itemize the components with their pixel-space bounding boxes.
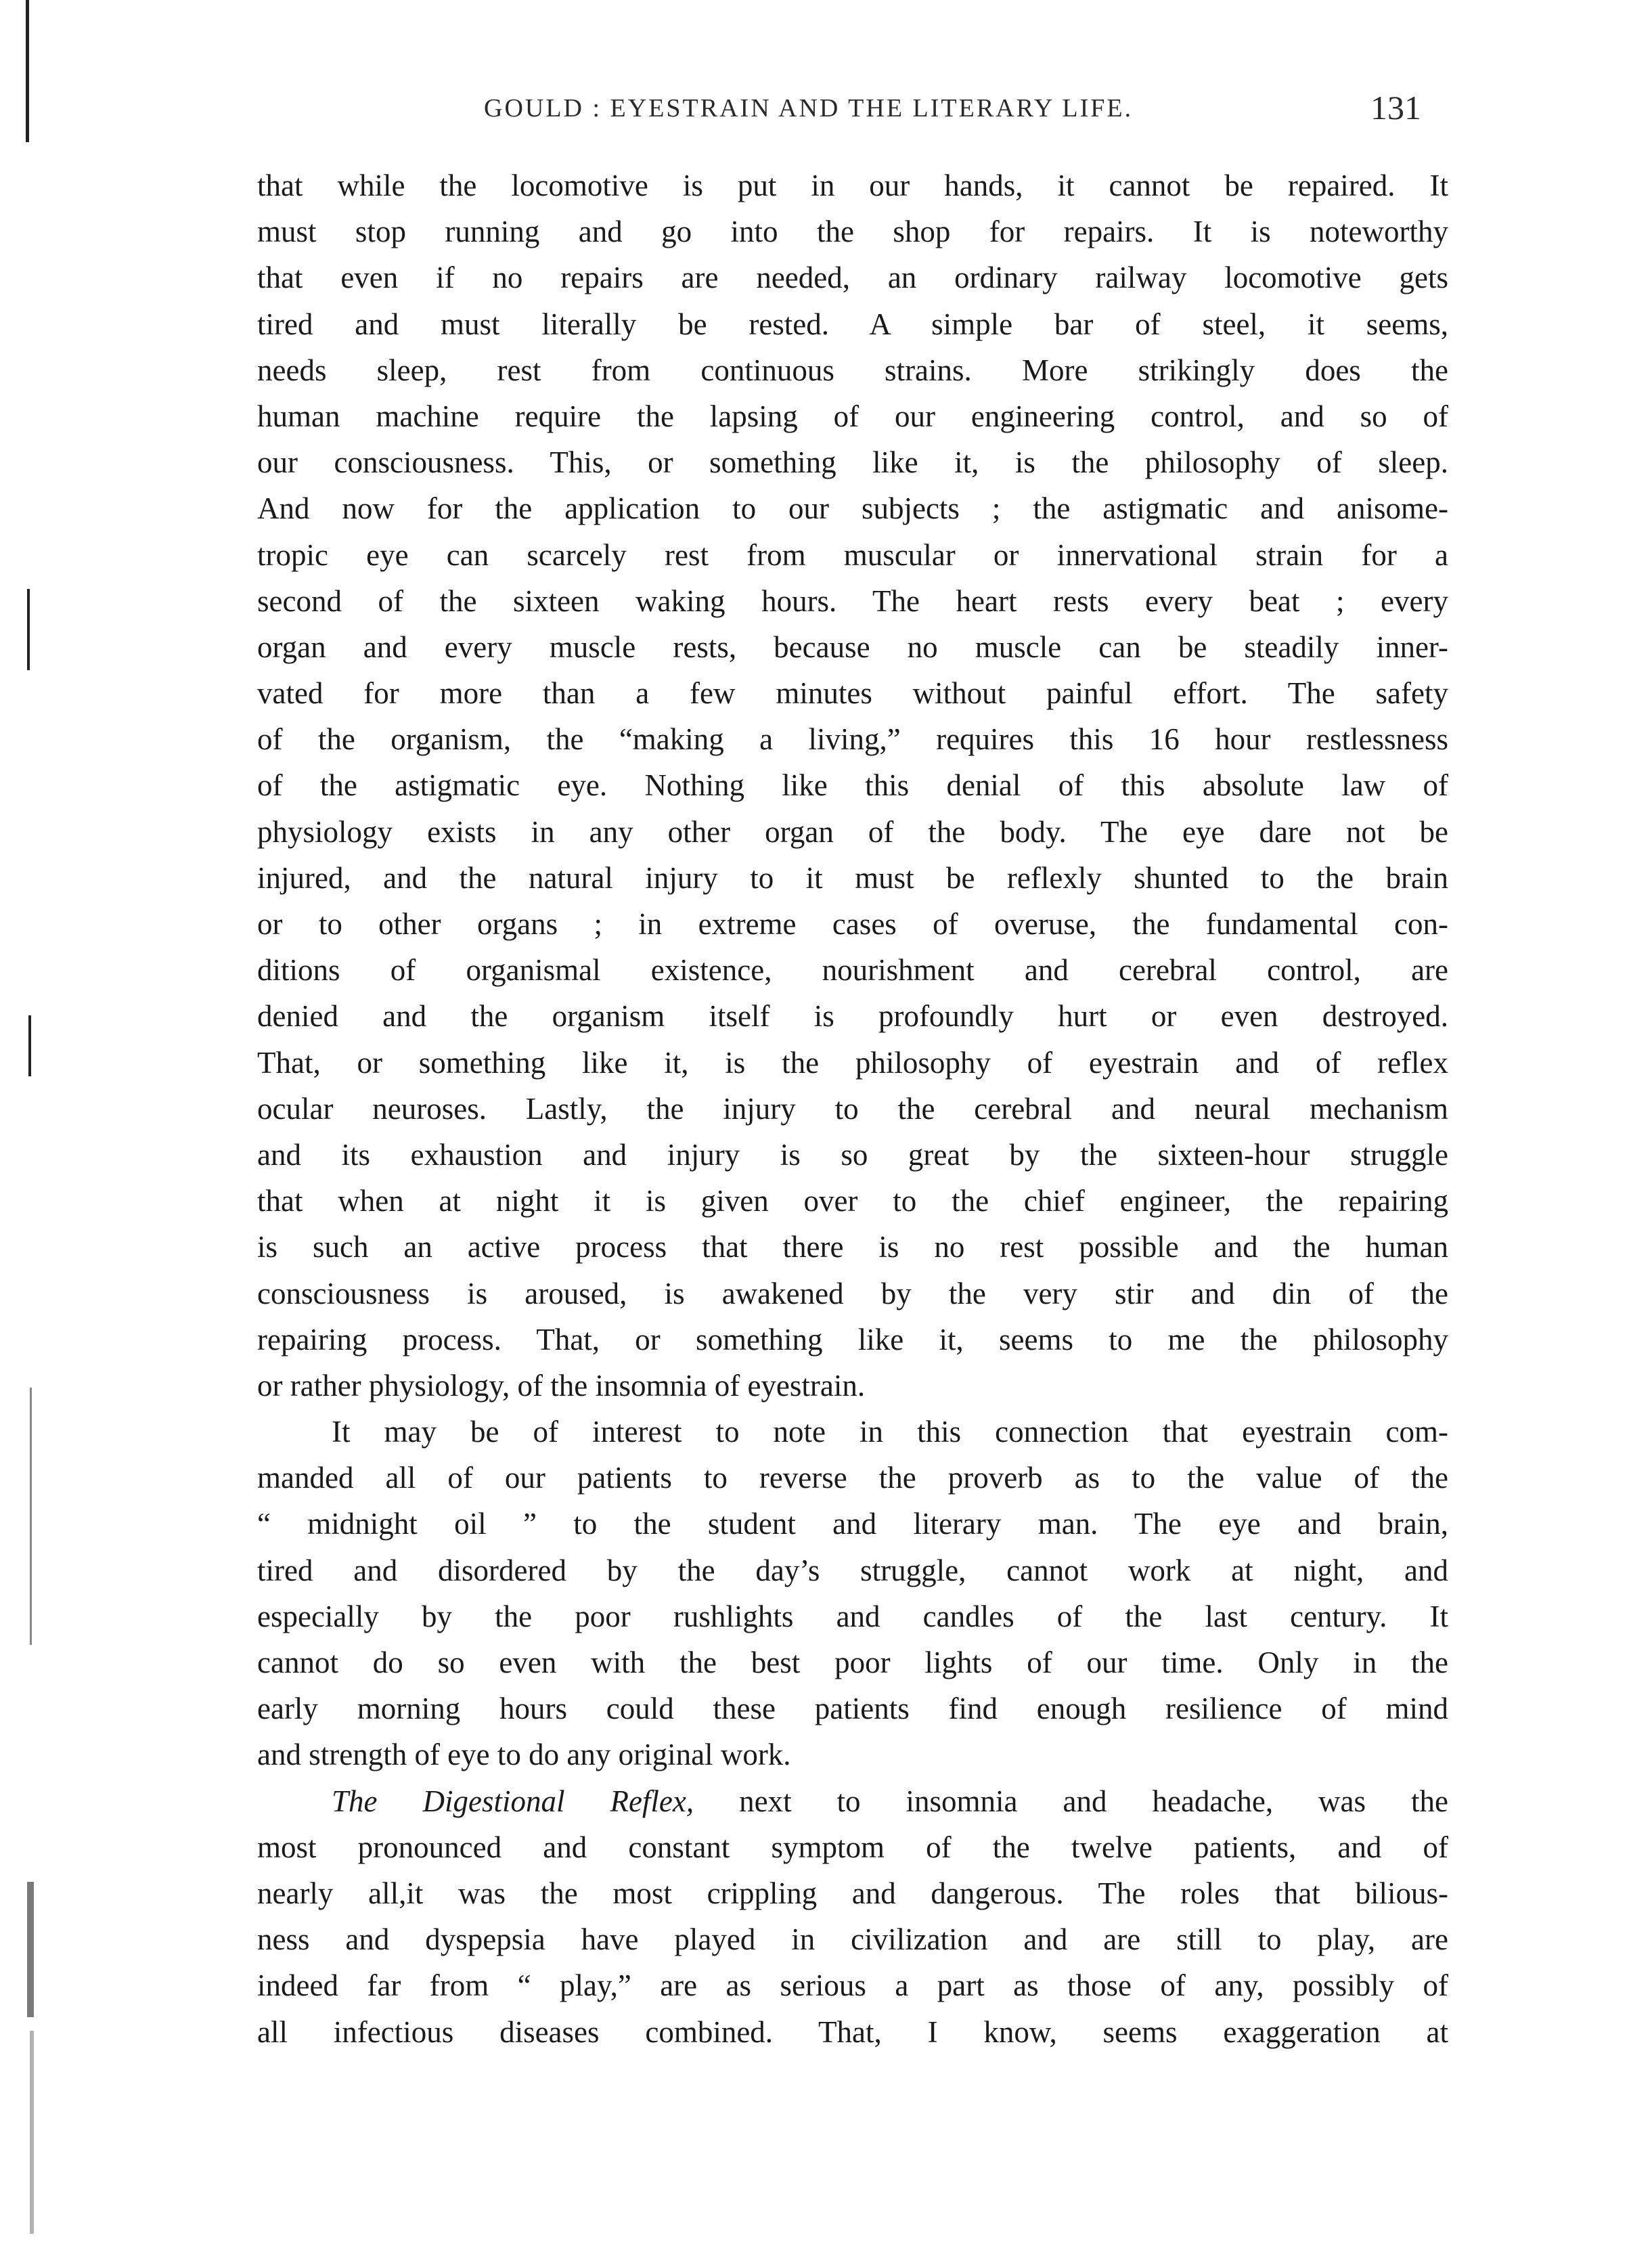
italic-section-heading: The Digestional Reflex, [332,1784,694,1818]
text-line: vated for more than a few minutes without painful effort. The safety [257,676,1448,711]
text-line: nearly all,it was the most crippling and dangerous. The roles that bilious- [257,1876,1448,1910]
scan-edge-mark [27,589,30,670]
scan-edge-mark [28,1015,31,1076]
text-line: and its exhaustion and injury is so great by the sixteen-hour struggle [257,1137,1448,1172]
text-line: manded all of our patients to reverse the proverb as to the value of the [257,1461,1448,1495]
text-line: needs sleep, rest from continuous strains. More strikingly does the [257,353,1448,387]
text-line: must stop running and go into the shop for repairs. It is noteworthy [257,215,1448,249]
text-line: second of the sixteen waking hours. The heart rests every beat ; every [257,583,1448,618]
text-line: tired and disordered by the day’s struggle, cannot work at night, and [257,1553,1448,1587]
page-header [257,88,1448,142]
paragraph-1 [257,162,1448,1409]
text-line: That, or something like it, is the philosophy of eyestrain and of reflex [257,1045,1448,1080]
text-line: our consciousness. This, or something like it, is the philosophy of sleep. [257,445,1448,480]
running-head: GOULD : EYESTRAIN AND THE LITERARY LIFE. [484,94,1134,123]
text-line: or rather physiology, of the insomnia of eyestrain. [257,1368,866,1403]
text-line: ditions of organismal existence, nourishment and cerebral control, are [257,953,1448,988]
paragraph-2 [257,1409,1448,1778]
text-line: injured, and the natural injury to it must be reflexly shunted to the brain [257,860,1448,895]
text-line: is such an active process that there is no rest possible and the human [257,1230,1448,1264]
text-line: physiology exists in any other organ of the body. The eye dare not be [257,814,1448,849]
text-line: and strength of eye to do any original work. [257,1738,791,1772]
text-line: indeed far from “ play,” are as serious a part as those of any, possibly of [257,1968,1448,2003]
text-line: or to other organs ; in extreme cases of overuse, the fundamental con- [257,907,1448,941]
text-line: that while the locomotive is put in our hands, it cannot be repaired. It [257,169,1448,202]
text-line: all infectious diseases combined. That, I know, seems exaggeration at [257,2014,1448,2049]
text-line-with-italic-heading [257,1778,1448,1824]
text-line: that even if no repairs are needed, an ordinary railway locomotive gets [257,261,1448,295]
text-line: ness and dyspepsia have played in civilization and are still to play, are [257,1922,1448,1957]
text-line: “ midnight oil ” to the student and literary man. The eye and brain, [257,1507,1448,1541]
text-line: tired and must literally be rested. A simple bar of steel, it seems, [257,307,1448,341]
body-text [257,162,1448,2055]
text-line: organ and every muscle rests, because no muscle can be steadily inner- [257,630,1448,664]
text-line: that when at night it is given over to the chief engineer, the repairing [257,1184,1448,1218]
text-line: repairing process. That, or something like it, seems to me the philosophy [257,1322,1448,1357]
text-line: It may be of interest to note in this connection that eyestrain com- [332,1415,1448,1449]
text-line: most pronounced and constant symptom of the twelve patients, and of [257,1830,1448,1864]
text-line: And now for the application to our subjects ; the astigmatic and anisome- [257,491,1448,526]
text-line: human machine require the lapsing of our engineering control, and so of [257,399,1448,433]
text-line: denied and the organism itself is profoundly hurt or even destroyed. [257,999,1448,1034]
page-number: 131 [1370,89,1421,127]
text-line: ocular neuroses. Lastly, the injury to the cerebral and neural mechanism [257,1091,1448,1126]
scan-edge-mark [27,1882,34,2017]
scan-edge-mark [26,0,29,142]
text-line: cannot do so even with the best poor lights of our time. Only in the [257,1646,1448,1679]
text-line: of the astigmatic eye. Nothing like this denial of this absolute law of [257,768,1448,803]
scan-edge-mark [30,2031,34,2234]
text-line: early morning hours could these patients find enough resilience of mind [257,1692,1448,1726]
text-line-rest: next to insomnia and headache, was the [694,1784,1448,1818]
text-line: consciousness is aroused, is awakened by the very stir and din of the [257,1276,1448,1310]
text-line: tropic eye can scarcely rest from muscular or innervational strain for a [257,537,1448,572]
paragraph-3 [257,1778,1448,2055]
text-line: of the organism, the “making a living,” requires this 16 hour restlessness [257,722,1448,757]
scan-edge-mark [30,1388,32,1645]
text-line: especially by the poor rushlights and candles of the last century. It [257,1599,1448,1633]
